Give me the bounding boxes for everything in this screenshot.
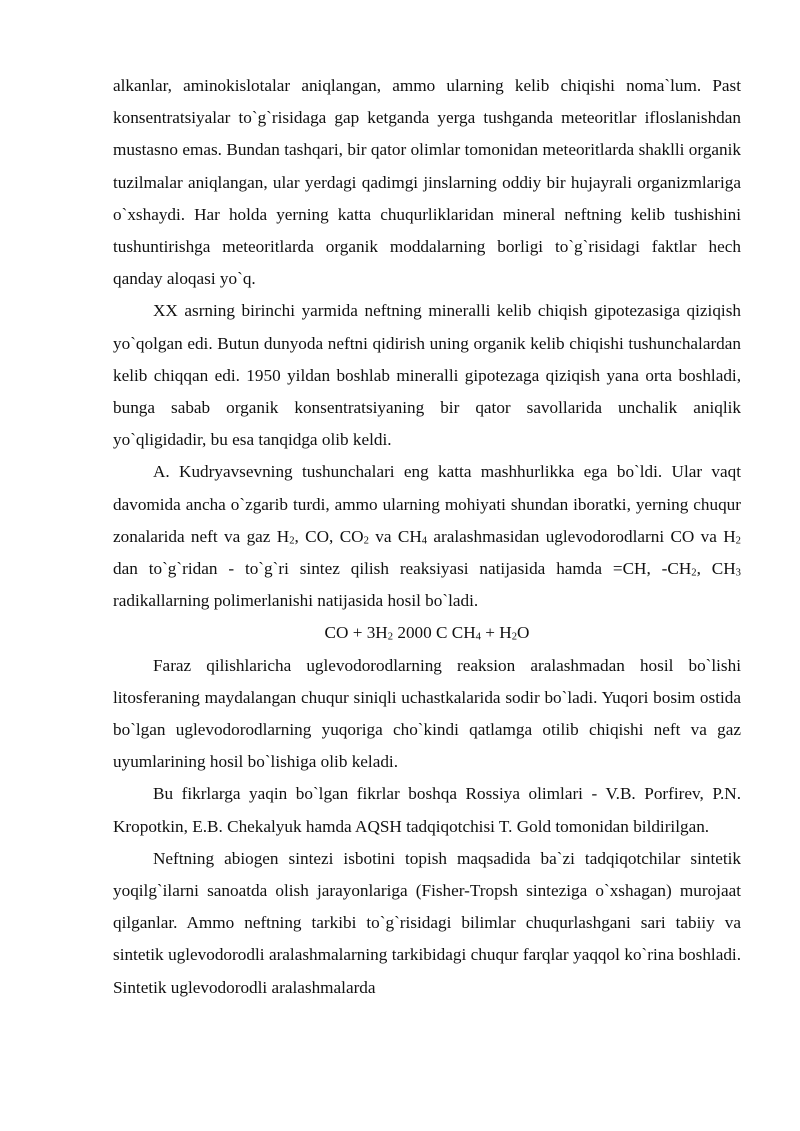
formula-segment: 2000 C CH xyxy=(393,623,476,643)
paragraph-kudryavtsev xyxy=(113,456,741,617)
subscript: 2 xyxy=(735,535,741,547)
formula-segment: CO + 3H xyxy=(324,623,388,643)
subscript: 3 xyxy=(735,567,741,579)
text-segment: , CO, CO xyxy=(294,526,364,546)
paragraph-reaction-mixture: Faraz qilishlaricha uglevodorodlarning reaksion aralashmadan hosil bo`lishi litosferaning maydalangan chuqur siniqli uchastkalarida sodir bo`ladi. Yuqori bosim ostida bo`lgan uglevodorodlarning yuqoriga cho`kindi qatlamga otilib chiqishi neft va gaz uyumlarining hosil bo`lishiga olib keladi. xyxy=(113,655,741,772)
subscript: 4 xyxy=(475,632,481,644)
paragraph-scientists: Bu fikrlarga yaqin bo`lgan fikrlar boshqa Rossiya olimlari - V.B. Porfirev, P.N. Kropotkin, E.B. Chekalyuk hamda AQSH tadqiqotchisi T. Gold tomonidan bildirilgan. xyxy=(113,784,741,836)
text-segment: va CH xyxy=(368,526,422,546)
paragraph-mineral-hypothesis: XX asrning birinchi yarmida neftning mineralli kelib chiqish gipotezasiga qiziqish yo`qolgan edi. Butun dunyoda neftni qidirish uning organik kelib chiqishi tushunchalardan kelib chiqqan edi. 1950 yildan boshlab mineralli gipotezaga qiziqish yana orta boshladi, bunga sabab organik konsentratsiyaning bir qator savollarida unchalik aniqlik yo`qligidadir, bu esa tanqidga olib keldi. xyxy=(113,301,741,450)
subscript: 2 xyxy=(387,632,394,644)
paragraph-meteorites: alkanlar, aminokislotalar aniqlangan, ammo ularning kelib chiqishi noma`lum. Past konsentratsiyalar to`g`risidaga gap ketganda yerga tushganda meteoritlar ifloslanishdan mustasno emas. Bundan tashqari, bir qator olimlar tomonidan meteoritlarda shaklli organik tuzilmalar aniqlangan, ular yerdagi qadimgi jinslarning oddiy bir hujayrali organizmlariga o`xshaydi. Har holda yerning katta chuqurliklaridan mineral neftning kelib tushishini tushuntirishga meteoritlarda organik moddalarning borligi to`g`risidagi faktlar hech qanday aloqasi yo`q. xyxy=(113,76,741,289)
subscript: 4 xyxy=(421,535,428,547)
formula-segment: + H xyxy=(480,623,512,643)
subscript: 2 xyxy=(691,567,697,579)
document-page xyxy=(113,70,741,1004)
text-segment: dan to`g`ridan - to`g`ri sintez qilish reaksiyasi natijasida hamda =CH, -CH xyxy=(113,559,692,579)
chemical-formula xyxy=(113,617,741,649)
subscript: 2 xyxy=(363,535,369,547)
text-segment: radikallarning polimerlanishi natijasida hosil bo`ladi. xyxy=(113,591,479,611)
paragraph-abiogenic-synthesis: Neftning abiogen sintezi isbotini topish maqsadida ba`zi tadqiqotchilar sintetik yoqilg`ilarni sanoatda olish jarayonlariga (Fisher-Tropsh sinteziga o`xshagan) murojaat qilganlar. Ammo neftning tarkibi to`g`risidagi bilimlar chuqurlashgani sari tabiiy va sintetik uglevodorodli aralashmalarning tarkibidagi chuqur farqlar yaqqol ko`rina boshladi. Sintetik uglevodorodli aralashmalarda xyxy=(113,848,741,997)
text-segment: , CH xyxy=(696,559,736,579)
subscript: 2 xyxy=(289,535,295,547)
formula-segment: O xyxy=(517,623,530,643)
text-segment: aralashmasidan uglevodorodlarni CO va H xyxy=(427,526,736,546)
subscript: 2 xyxy=(511,632,518,644)
text-segment: A. Kudryavsevning tushunchalari eng katta mashhurlikka ega bo`ldi. Ular vaqt davomida ancha o`zgarib turdi, ammo ularning mohiyati shundan iboratki, yerning chuqur zonalarida neft va gaz H xyxy=(113,462,741,546)
